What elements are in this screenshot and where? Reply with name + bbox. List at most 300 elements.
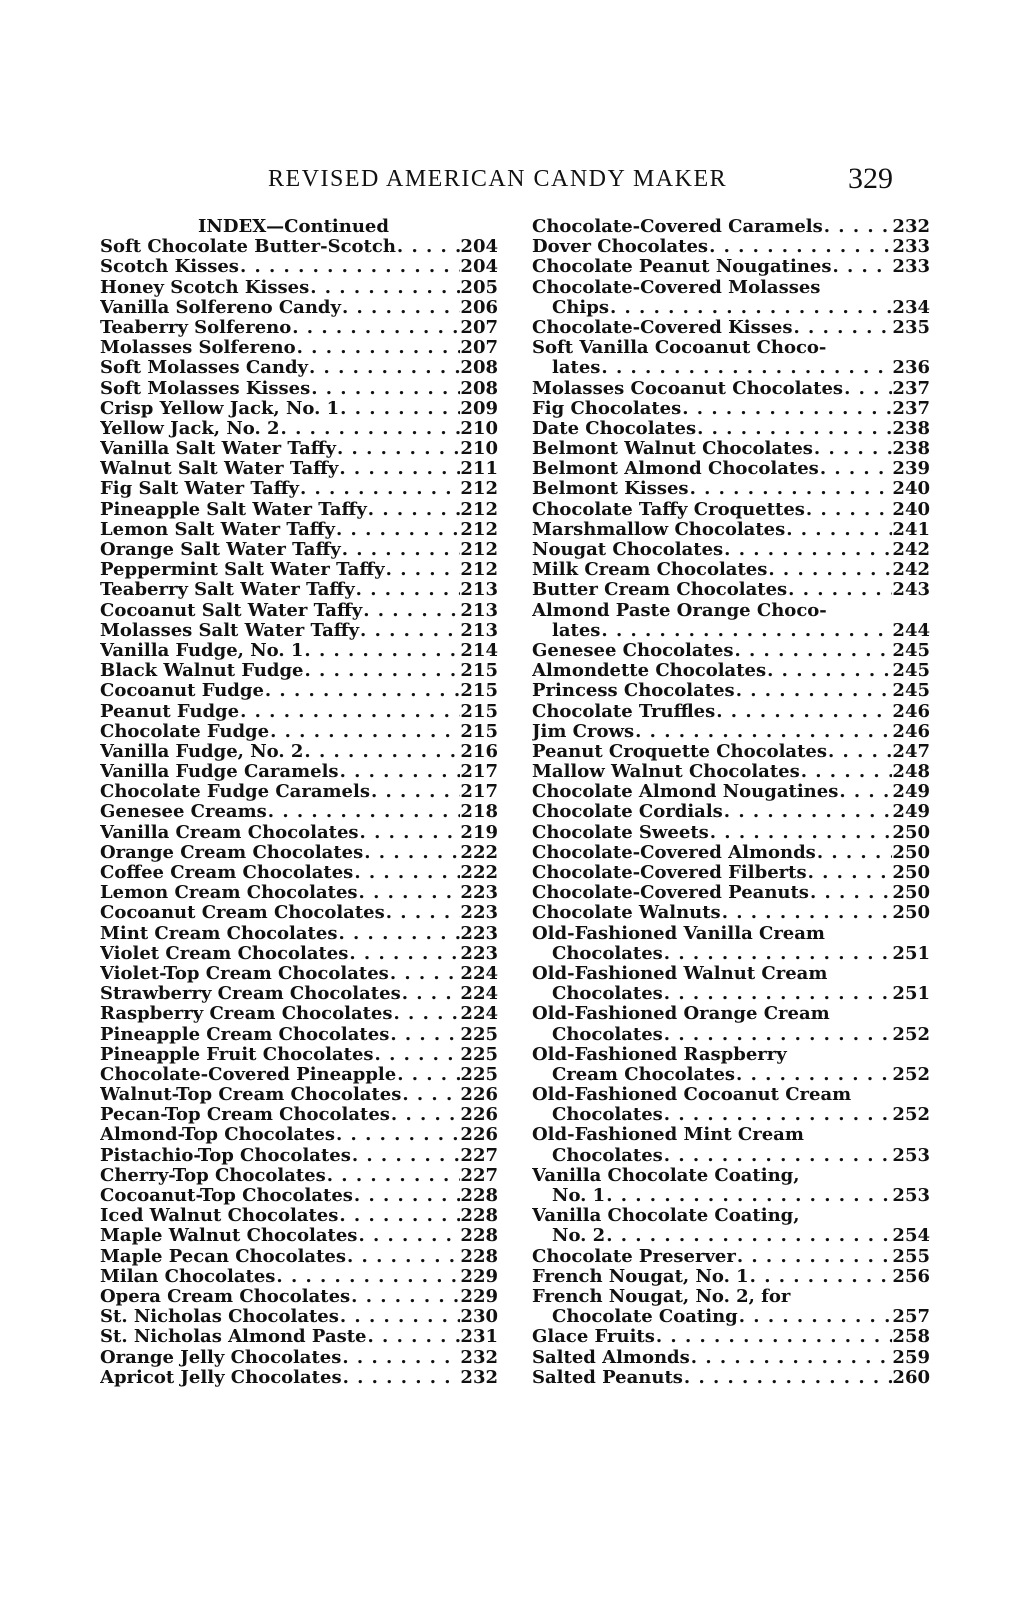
index-entry-title: Nougat Chocolates <box>532 540 724 560</box>
index-entry-page: 225 <box>460 1044 498 1065</box>
index-entry-title: Chocolates <box>552 943 663 964</box>
index-entry-page: 206 <box>460 297 498 318</box>
index-entry <box>532 278 930 298</box>
index-entry <box>100 399 498 419</box>
index-entry-page: 211 <box>460 459 498 480</box>
dot-leader <box>600 621 892 641</box>
index-entry-title: Almondette Chocolates <box>532 661 767 682</box>
index-entry-page: 212 <box>460 479 498 500</box>
index-entry-title: Cocoanut-Top Chocolates <box>100 1186 353 1206</box>
index-entry-title: lates <box>552 358 601 379</box>
index-entry <box>532 1368 930 1388</box>
index-entry-title: Genesee Creams <box>100 802 267 823</box>
index-entry-page: 204 <box>460 257 498 278</box>
index-entry-page: 253 <box>892 1186 930 1206</box>
index-entry <box>532 681 930 701</box>
index-entry-page: 217 <box>460 762 498 783</box>
dot-leader <box>269 722 460 742</box>
index-entry-title: Salted Peanuts <box>532 1367 683 1388</box>
index-entry-title: Chocolate-Covered Almonds <box>532 842 816 863</box>
index-entry <box>532 399 930 419</box>
dot-leader <box>401 1085 460 1105</box>
index-entry <box>532 601 930 621</box>
index-entry-page: 212 <box>460 540 498 560</box>
index-entry <box>532 641 930 661</box>
index-entry-page: 229 <box>460 1286 498 1307</box>
index-entry-title: Soft Chocolate Butter-Scotch <box>100 237 396 258</box>
index-entry <box>100 1065 498 1085</box>
dot-leader <box>353 1186 461 1206</box>
dot-leader <box>655 1327 893 1347</box>
dot-leader <box>689 479 893 499</box>
index-entry-title: Chocolates <box>552 984 663 1005</box>
dot-leader <box>339 399 460 419</box>
index-entry-page: 237 <box>892 378 930 399</box>
index-entry <box>100 1307 498 1327</box>
dot-leader <box>359 621 460 641</box>
index-entry <box>532 1226 930 1246</box>
index-entry-title: Orange Jelly Chocolates <box>100 1347 342 1368</box>
index-entry-page: 259 <box>892 1347 930 1368</box>
index-entry-title: Vanilla Fudge, No. 1 <box>100 640 304 661</box>
index-entry-page: 232 <box>892 217 930 237</box>
index-entry-title: French Nougat, No. 2, for <box>532 1286 791 1307</box>
index-entry <box>100 419 498 439</box>
dot-leader <box>683 1368 893 1388</box>
index-entry <box>532 1025 930 1045</box>
index-entry <box>532 1206 930 1226</box>
index-entry-page: 208 <box>460 358 498 379</box>
index-entry-page: 225 <box>460 1024 498 1045</box>
index-entry-page: 225 <box>460 1064 498 1085</box>
index-entry-title: Chocolate-Covered Filberts <box>532 863 807 883</box>
index-entry-page: 240 <box>892 499 930 520</box>
index-entry-title: Pineapple Salt Water Taffy <box>100 499 367 520</box>
index-entry-page: 216 <box>460 741 498 762</box>
index-entry-page: 238 <box>892 418 930 439</box>
dot-leader <box>723 540 892 560</box>
index-entry <box>100 722 498 742</box>
index-column-left <box>100 217 498 1388</box>
index-entry <box>532 1307 930 1327</box>
index-entry-title: Dover Chocolates <box>532 237 709 258</box>
index-entry-title: Chocolate Taffy Croquettes <box>532 499 805 520</box>
index-entry-page: 255 <box>892 1246 930 1267</box>
index-entry <box>100 924 498 944</box>
dot-leader <box>342 1368 461 1388</box>
index-entry-page: 250 <box>892 883 930 904</box>
index-entry-title: Cherry-Top Chocolates <box>100 1165 326 1186</box>
index-entry <box>100 1327 498 1347</box>
index-entry-page: 249 <box>892 782 930 803</box>
index-entry-title: Vanilla Chocolate Coating, <box>532 1206 800 1227</box>
dot-leader <box>663 1025 893 1045</box>
index-entry-page: 236 <box>892 358 930 379</box>
index-entry <box>100 318 498 338</box>
dot-leader <box>738 1307 893 1327</box>
index-entry-page: 210 <box>460 439 498 460</box>
index-entry <box>100 1206 498 1226</box>
index-entry <box>100 681 498 701</box>
index-entry-list-left <box>100 237 498 1388</box>
dot-leader <box>663 1146 893 1166</box>
index-entry-page: 215 <box>460 661 498 682</box>
index-entry-page: 238 <box>892 439 930 460</box>
dot-leader <box>239 257 460 277</box>
running-head: REVISED AMERICAN CANDY MAKER <box>268 166 728 192</box>
index-entry <box>532 520 930 540</box>
index-entry-title: lates <box>552 620 601 641</box>
index-entry <box>100 802 498 822</box>
index-entry-page: 224 <box>460 963 498 984</box>
dot-leader <box>359 823 461 843</box>
index-entry-page: 231 <box>460 1327 498 1348</box>
index-entry <box>100 560 498 580</box>
dot-leader <box>663 984 893 1004</box>
index-entry-page: 247 <box>892 741 930 762</box>
index-entry-title: Almond Paste Orange Choco- <box>532 600 827 621</box>
index-entry-title: Soft Vanilla Cocoanut Choco- <box>532 338 827 359</box>
index-entry-page: 226 <box>460 1125 498 1146</box>
index-entry-title: Almond-Top Chocolates <box>100 1125 335 1146</box>
index-entry <box>100 257 498 277</box>
index-entry <box>532 1105 930 1125</box>
dot-leader <box>723 802 893 822</box>
index-entry-page: 209 <box>460 398 498 419</box>
dot-leader <box>338 459 460 479</box>
index-entry-page: 250 <box>892 822 930 843</box>
index-entry <box>532 1125 930 1145</box>
index-entry-title: Chocolate-Covered Molasses <box>532 277 821 298</box>
index-entry <box>100 580 498 600</box>
index-entry <box>100 298 498 318</box>
index-entry-title: Crisp Yellow Jack, No. 1 <box>100 398 340 419</box>
index-entry <box>532 762 930 782</box>
index-entry-title: Cocoanut Salt Water Taffy <box>100 600 363 621</box>
index-entry <box>532 702 930 722</box>
index-entry <box>532 883 930 903</box>
index-heading: INDEX—Continued <box>198 216 389 237</box>
dot-leader <box>749 1267 893 1287</box>
index-entry-title: Orange Cream Chocolates <box>100 842 364 863</box>
index-entry-title: Chips <box>552 297 609 318</box>
index-entry-page: 244 <box>892 620 930 641</box>
index-entry-title: Walnut Salt Water Taffy <box>100 459 339 480</box>
dot-leader <box>357 1226 460 1246</box>
index-entry-page: 228 <box>460 1246 498 1267</box>
index-entry-title: Vanilla Solfereno Candy <box>100 297 341 318</box>
index-entry-page: 242 <box>892 560 930 581</box>
dot-leader <box>363 843 460 863</box>
index-entry <box>532 1045 930 1065</box>
dot-leader <box>239 702 460 722</box>
index-entry <box>532 1287 930 1307</box>
dot-leader <box>348 944 460 964</box>
index-entry-page: 223 <box>460 923 498 944</box>
index-entry-page: 214 <box>460 640 498 661</box>
dot-leader <box>341 1348 460 1368</box>
index-entry-page: 250 <box>892 903 930 924</box>
index-entry <box>100 237 498 257</box>
index-entry-title: Chocolate-Covered Kisses <box>532 317 793 338</box>
index-entry-page: 235 <box>892 317 930 338</box>
dot-leader <box>393 1004 461 1024</box>
index-entry-title: Chocolate Fudge Caramels <box>100 782 370 803</box>
index-entry-title: Old-Fashioned Cocoanut Cream <box>532 1085 852 1106</box>
index-entry-page: 246 <box>892 701 930 722</box>
index-entry-title: Molasses Cocoanut Chocolates <box>532 378 844 399</box>
index-entry-page: 217 <box>460 782 498 803</box>
index-entry <box>100 661 498 681</box>
index-entry-page: 232 <box>460 1367 498 1388</box>
index-entry-title: Molasses Salt Water Taffy <box>100 620 360 641</box>
dot-leader <box>367 500 461 520</box>
dot-leader <box>291 318 460 338</box>
index-entry <box>100 702 498 722</box>
dot-leader <box>296 338 461 358</box>
index-entry-page: 210 <box>460 418 498 439</box>
dot-leader <box>280 419 461 439</box>
index-entry-page: 252 <box>892 1105 930 1126</box>
index-entry-page: 205 <box>460 277 498 298</box>
index-entry-title: Chocolate Sweets <box>532 822 709 843</box>
index-entry-title: French Nougat, No. 1 <box>532 1266 749 1287</box>
index-entry-title: Lemon Salt Water Taffy <box>100 519 335 540</box>
index-entry-page: 237 <box>892 398 930 419</box>
index-entry-title: Fig Chocolates <box>532 398 682 419</box>
index-entry-page: 258 <box>892 1327 930 1348</box>
index-entry-list-right <box>532 217 930 1388</box>
index-entry-page: 228 <box>460 1206 498 1227</box>
index-entry <box>100 1085 498 1105</box>
index-entry-page: 257 <box>892 1307 930 1328</box>
index-entry-title: Chocolate Truffles <box>532 701 716 722</box>
index-entry-title: Glace Fruits <box>532 1327 655 1348</box>
index-entry <box>100 459 498 479</box>
index-entry-title: Maple Walnut Chocolates <box>100 1226 358 1247</box>
index-entry <box>100 540 498 560</box>
index-entry <box>532 298 930 318</box>
index-entry <box>532 540 930 560</box>
index-entry <box>532 903 930 923</box>
dot-leader <box>346 1247 460 1267</box>
index-entry-page: 245 <box>892 661 930 682</box>
index-entry <box>532 1085 930 1105</box>
dot-leader <box>823 217 893 237</box>
dot-leader <box>355 580 461 600</box>
dot-leader <box>813 439 893 459</box>
dot-leader <box>767 560 892 580</box>
index-entry-title: Milk Cream Chocolates <box>532 560 768 581</box>
dot-leader <box>787 580 892 600</box>
index-entry-page: 219 <box>460 822 498 843</box>
dot-leader <box>793 318 893 338</box>
dot-leader <box>303 742 460 762</box>
index-entry-title: Chocolate Cordials <box>532 802 723 823</box>
index-entry <box>100 1226 498 1246</box>
index-entry <box>532 661 930 681</box>
index-entry-title: Marshmallow Chocolates <box>532 519 786 540</box>
index-entry-page: 250 <box>892 863 930 883</box>
index-entry <box>100 863 498 883</box>
index-entry <box>100 1186 498 1206</box>
index-entry <box>532 560 930 580</box>
dot-leader <box>358 883 461 903</box>
index-entry-page: 222 <box>460 842 498 863</box>
index-entry-title: Fig Salt Water Taffy <box>100 479 299 500</box>
index-entry-page: 251 <box>892 984 930 1005</box>
index-entry-title: Vanilla Chocolate Coating, <box>532 1165 800 1186</box>
dot-leader <box>800 762 893 782</box>
index-entry-page: 223 <box>460 943 498 964</box>
index-entry-title: Cocoanut Cream Chocolates <box>100 903 385 924</box>
dot-leader <box>335 1125 460 1145</box>
index-entry <box>100 1004 498 1024</box>
index-entry <box>100 1368 498 1388</box>
index-entry <box>100 1146 498 1166</box>
index-entry-title: Chocolate-Covered Pineapple <box>100 1064 397 1085</box>
index-entry-title: Mint Cream Chocolates <box>100 923 338 944</box>
index-entry-title: Molasses Solfereno <box>100 338 296 359</box>
index-entry-title: Milan Chocolates <box>100 1266 276 1287</box>
index-entry-title: Peanut Fudge <box>100 701 240 722</box>
index-entry <box>100 843 498 863</box>
index-entry <box>100 338 498 358</box>
dot-leader <box>721 903 893 923</box>
index-entry-page: 233 <box>892 257 930 278</box>
index-entry <box>532 863 930 883</box>
index-entry-title: Chocolate-Covered Peanuts <box>532 883 809 904</box>
index-entry-title: Teaberry Solfereno <box>100 317 292 338</box>
index-entry-page: 207 <box>460 338 498 359</box>
dot-leader <box>336 439 460 459</box>
index-entry-page: 233 <box>892 237 930 258</box>
dot-leader <box>338 1206 460 1226</box>
index-entry <box>532 621 930 641</box>
index-entry-title: Old-Fashioned Raspberry <box>532 1044 787 1065</box>
index-entry <box>100 500 498 520</box>
index-entry-page: 245 <box>892 640 930 661</box>
index-entry-title: St. Nicholas Almond Paste <box>100 1327 367 1348</box>
index-entry <box>532 419 930 439</box>
index-entry <box>100 964 498 984</box>
dot-leader <box>681 399 892 419</box>
index-entry-title: Lemon Cream Chocolates <box>100 883 358 904</box>
dot-leader <box>362 601 460 621</box>
dot-leader <box>831 257 892 277</box>
index-entry <box>100 1348 498 1368</box>
index-entry <box>532 479 930 499</box>
index-entry-page: 215 <box>460 721 498 742</box>
index-entry-title: Chocolates <box>552 1105 663 1126</box>
dot-leader <box>341 540 461 560</box>
index-entry-page: 260 <box>892 1367 930 1388</box>
dot-leader <box>339 1307 461 1327</box>
index-entry <box>100 601 498 621</box>
index-entry-title: Date Chocolates <box>532 418 697 439</box>
index-entry <box>100 903 498 923</box>
dot-leader <box>385 560 461 580</box>
index-entry-title: Violet-Top Cream Chocolates <box>100 963 389 984</box>
index-entry-title: Belmont Kisses <box>532 479 689 500</box>
dot-leader <box>299 479 460 499</box>
index-entry <box>532 1267 930 1287</box>
index-entry-page: 212 <box>460 519 498 540</box>
index-entry-page: 224 <box>460 1004 498 1025</box>
dot-leader <box>663 1105 893 1125</box>
index-entry-page: 245 <box>892 681 930 702</box>
index-entry-title: Belmont Almond Chocolates <box>532 459 819 480</box>
index-entry-title: Chocolate Fudge <box>100 721 270 742</box>
index-entry-page: 246 <box>892 721 930 742</box>
index-entry <box>100 358 498 378</box>
index-entry-title: Chocolate Coating <box>552 1307 738 1328</box>
dot-leader <box>785 520 892 540</box>
index-entry-title: Cream Chocolates <box>552 1064 736 1085</box>
index-entry <box>100 782 498 802</box>
index-entry <box>532 742 930 762</box>
index-entry-title: Maple Pecan Chocolates <box>100 1246 346 1267</box>
index-entry-page: 243 <box>892 580 930 601</box>
index-entry-title: Pistachio-Top Chocolates <box>100 1145 351 1166</box>
dot-leader <box>339 762 461 782</box>
index-entry <box>532 257 930 277</box>
index-entry-title: Walnut-Top Cream Chocolates <box>100 1085 402 1106</box>
dot-leader <box>605 1186 892 1206</box>
dot-leader <box>309 278 460 298</box>
index-entry-page: 242 <box>892 540 930 560</box>
index-entry-title: Violet Cream Chocolates <box>100 943 349 964</box>
index-entry-title: Vanilla Fudge, No. 2 <box>100 741 304 762</box>
index-column-right <box>532 217 930 1388</box>
index-entry-title: Scotch Kisses <box>100 257 239 278</box>
index-entry-page: 228 <box>460 1226 498 1247</box>
index-entry <box>532 379 930 399</box>
index-entry-title: Peppermint Salt Water Taffy <box>100 560 385 581</box>
dot-leader <box>838 782 892 802</box>
index-entry-page: 212 <box>460 499 498 520</box>
index-entry-title: Chocolate Almond Nougatines <box>532 782 839 803</box>
index-entry-page: 232 <box>460 1347 498 1368</box>
index-entry-title: Soft Molasses Candy <box>100 358 309 379</box>
index-entry-title: Honey Scotch Kisses <box>100 277 310 298</box>
index-entry-title: Peanut Croquette Chocolates <box>532 741 827 762</box>
index-entry-page: 229 <box>460 1266 498 1287</box>
index-entry-title: Chocolates <box>552 1024 663 1045</box>
index-entry-title: Cocoanut Fudge <box>100 681 264 702</box>
dot-leader <box>634 722 892 742</box>
index-entry-page: 239 <box>892 459 930 480</box>
index-entry-title: Iced Walnut Chocolates <box>100 1206 339 1227</box>
index-entry <box>100 823 498 843</box>
dot-leader <box>335 520 460 540</box>
index-entry <box>532 338 930 358</box>
dot-leader <box>827 742 892 762</box>
index-entry-title: Vanilla Cream Chocolates <box>100 822 359 843</box>
dot-leader <box>350 1287 460 1307</box>
index-entry-title: No. 1 <box>552 1186 606 1206</box>
index-entry-page: 252 <box>892 1064 930 1085</box>
dot-leader <box>275 1267 460 1287</box>
index-entry <box>100 641 498 661</box>
index-entry-title: Yellow Jack, No. 2 <box>100 418 280 439</box>
dot-leader <box>367 1327 461 1347</box>
index-entry <box>100 1025 498 1045</box>
index-entry-title: Old-Fashioned Vanilla Cream <box>532 923 825 944</box>
index-entry <box>100 1287 498 1307</box>
index-entry-page: 218 <box>460 802 498 823</box>
index-entry-title: St. Nicholas Chocolates <box>100 1307 339 1328</box>
